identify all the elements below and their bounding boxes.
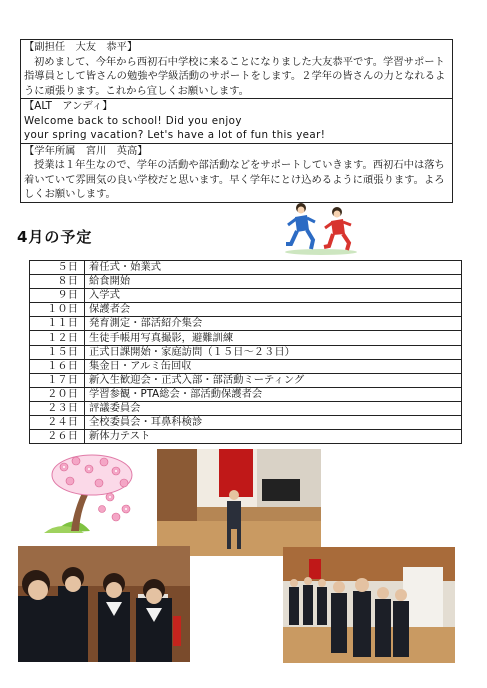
schedule-day: １７日 — [30, 373, 85, 387]
schedule-event: 着任式・始業式 — [85, 261, 462, 275]
table-row — [30, 289, 462, 303]
schedule-day: ２４日 — [30, 416, 85, 430]
table-row — [30, 401, 462, 415]
alt-section — [21, 98, 452, 143]
vice-teacher-heading: 【副担任 大友 恭平】 — [24, 41, 138, 53]
schedule-day: １１日 — [30, 317, 85, 331]
grade-head-section — [21, 143, 452, 202]
schedule-day: ８日 — [30, 275, 85, 289]
schedule-day: ２６日 — [30, 430, 85, 444]
gym-speech-photo — [157, 449, 321, 556]
schedule-event: 発育測定・部活紹介集会 — [85, 317, 462, 331]
vice-teacher-section — [21, 40, 452, 98]
students-classroom-photo — [18, 546, 190, 662]
table-row — [30, 387, 462, 401]
schedule-day: １６日 — [30, 359, 85, 373]
table-row — [30, 303, 462, 317]
schedule-day: １０日 — [30, 303, 85, 317]
table-row — [30, 416, 462, 430]
grade-head-heading: 【学年所属 宮川 英高】 — [24, 144, 148, 157]
schedule-event: 全校委員会・耳鼻科検診 — [85, 416, 462, 430]
vice-teacher-message: 初めまして、今年から西初石中学校に来ることになりました大友恭平です。学習サポート指導員として皆さんの勉強や学級活動のサポートをします。２学年の皆さんの力となれるように頑張ります。これから宜しくお願いします。 — [24, 55, 446, 97]
schedule-day: １５日 — [30, 345, 85, 359]
table-row — [30, 430, 462, 444]
alt-message-line2: your spring vacation? Let's have a lot of fun this year! — [24, 129, 326, 141]
schedule-event: 新入生歓迎会・正式入部・部活動ミーティング — [85, 373, 462, 387]
schedule-day: ２０日 — [30, 387, 85, 401]
schedule-event: 給食開始 — [85, 275, 462, 289]
schedule-day: ５日 — [30, 261, 85, 275]
grade-head-message: 授業は１年生なので、学年の活動や部活動などをサポートしていきます。西初石中は落ち着いていて雰囲気の良い学校だと思います。早く学年にとけ込めるように頑張ります。よろしくお願いします。 — [24, 159, 445, 200]
alt-message-line1: Welcome back to school! Did you enjoy — [24, 114, 242, 127]
schedule-event: 入学式 — [85, 289, 462, 303]
schedule-event: 集金日・アルミ缶回収 — [85, 359, 462, 373]
table-row — [30, 275, 462, 289]
schedule-title: 4月の予定 — [17, 228, 93, 246]
schedule-day: １２日 — [30, 331, 85, 345]
alt-heading: 【ALT アンディ】 — [24, 100, 113, 112]
table-row — [30, 345, 462, 359]
intro-box — [20, 39, 453, 203]
schedule-event: 保護者会 — [85, 303, 462, 317]
table-row — [30, 261, 462, 275]
table-row — [30, 373, 462, 387]
schedule-event: 評議委員会 — [85, 401, 462, 415]
schedule-event: 正式日課開始・家庭訪問（１５日～２３日） — [85, 345, 462, 359]
april-schedule-table — [29, 260, 462, 444]
table-row — [30, 359, 462, 373]
running-students-illustration — [283, 200, 359, 256]
schedule-day: ９日 — [30, 289, 85, 303]
schedule-event: 生徒手帳用写真撮影，避難訓練 — [85, 331, 462, 345]
schedule-day: ２３日 — [30, 401, 85, 415]
table-row — [30, 331, 462, 345]
schedule-event: 学習参観・PTA総会・部活動保護者会 — [85, 387, 462, 401]
students-gym-photo — [283, 547, 455, 663]
cherry-blossom-illustration — [44, 453, 138, 533]
schedule-event: 新体力テスト — [85, 430, 462, 444]
table-row — [30, 317, 462, 331]
